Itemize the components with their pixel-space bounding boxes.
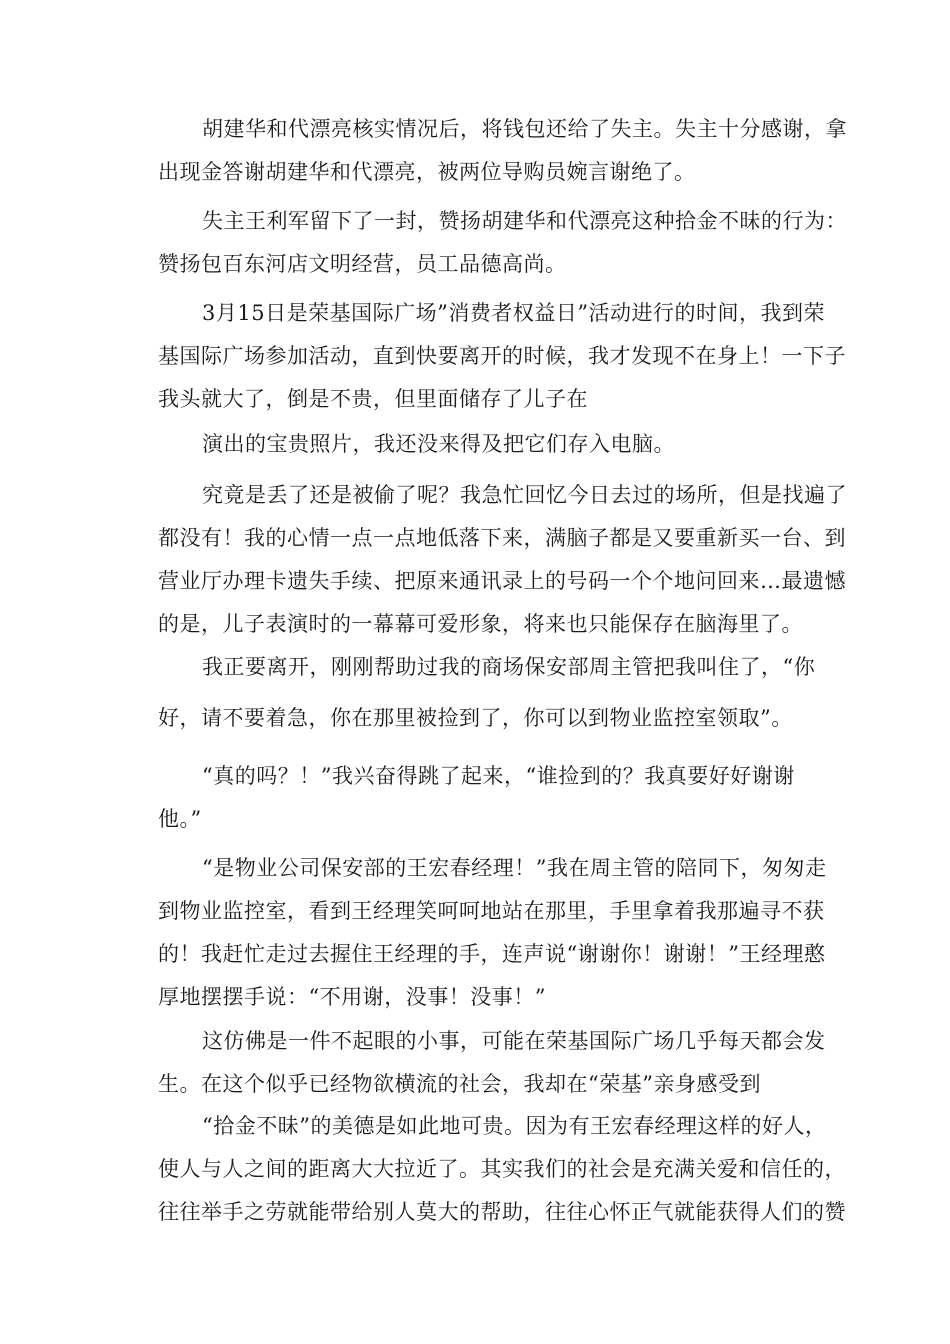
text-line: 往往举手之劳就能带给别人莫大的帮助，往往心怀正气就能获得人们的赞 [158,1200,846,1224]
text-line: 的是，儿子表演时的一幕幕可爱形象，将来也只能保存在脑海里了。 [158,612,803,636]
text-line: 生。在这个似乎已经物欲横流的社会，我却在“荣基”亲身感受到 [158,1072,761,1096]
text-line: “是物业公司保安部的王宏春经理！”我在周主管的陪同下，匆匆走 [202,856,827,880]
text-line: 演出的宝贵照片，我还没来得及把它们存入电脑。 [202,432,675,456]
paragraph [116,200,847,286]
paragraph [116,755,836,841]
text-line: 厚地摆摆手说：“不用谢，没事！没事！” [158,985,546,1009]
paragraph [116,646,836,689]
paragraph [116,1020,836,1106]
text-line: 失主王利军留下了一封，赞扬胡建华和代漂亮这种拾金不昧的行为： [202,209,847,233]
paragraph [116,1105,846,1234]
paragraph [116,474,847,646]
text-line: 究竟是丢了还是被偷了呢？我急忙回忆今日去过的场所，但是找遍了 [202,483,847,507]
text-line: 到物业监控室，看到王经理笑呵呵地站在那里，手里拿着我那遍寻不获 [158,899,825,923]
paragraph [116,108,847,194]
text-line: 营业厅办理卡遗失手续、把原来通讯录上的号码一个个地问回来…最遗憾 [158,569,846,593]
paragraph [116,423,836,466]
paragraph [116,847,836,1019]
text-line: 这仿佛是一件不起眼的小事，可能在荣基国际广场几乎每天都会发 [202,1029,826,1053]
paragraph [116,292,846,421]
text-line: 出现金答谢胡建华和代漂亮，被两位导购员婉言谢绝了。 [158,160,696,184]
text-line: “拾金不昧”的美德是如此地可贵。因为有王宏春经理这样的好人， [202,1114,827,1138]
paragraph [116,697,836,740]
text-line: 我正要离开，刚刚帮助过我的商场保安部周主管把我叫住了，“你 [202,655,816,679]
text-line: 他。” [158,807,202,831]
text-line: 基国际广场参加活动，直到快要离开的时候，我才发现不在身上！一下子 [158,344,846,368]
text-line: 好，请不要着急，你在那里被捡到了，你可以到物业监控室领取”。 [158,706,793,730]
text-line: 都没有！我的心情一点一点地低落下来，满脑子都是又要重新买一台、到 [158,526,846,550]
text-line: 的！我赶忙走过去握住王经理的手，连声说“谢谢你！谢谢！”王经理憨 [158,942,826,966]
text-line: 使人与人之间的距离大大拉近了。其实我们的社会是充满关爱和信任的， [158,1157,846,1181]
text-line: 3月15日是荣基国际广场”消费者权益日”活动进行的时间，我到荣 [202,301,826,325]
text-line: “真的吗？！”我兴奋得跳了起来，“谁捡到的？我真要好好谢谢 [202,764,795,788]
text-line: 我头就大了，倒是不贵，但里面储存了儿子在 [158,387,588,411]
text-line: 胡建华和代漂亮核实情况后，将钱包还给了失主。失主十分感谢，拿 [202,117,847,141]
text-line: 赞扬包百东河店文明经营，员工品德高尚。 [158,252,567,276]
